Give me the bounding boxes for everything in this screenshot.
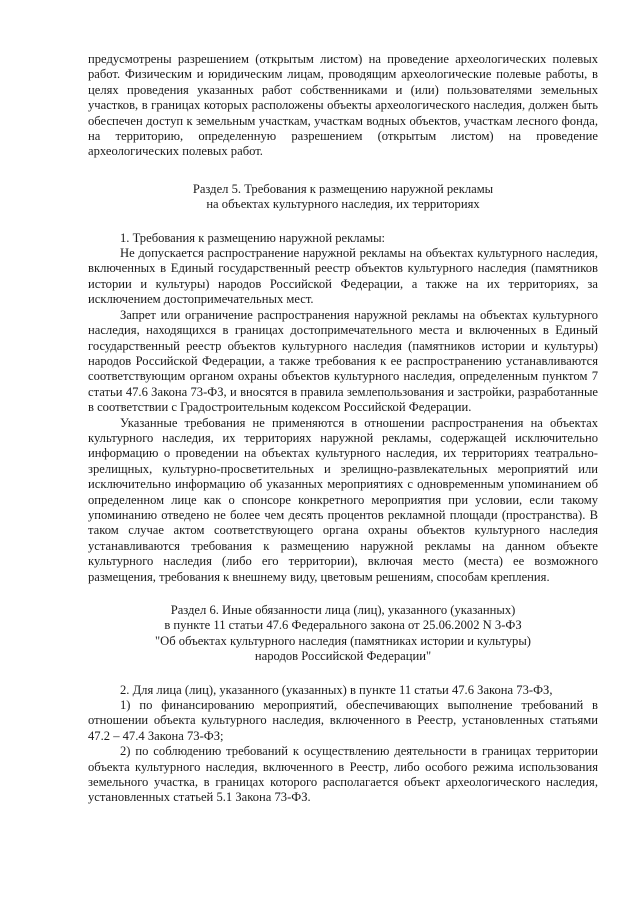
spacer	[88, 160, 598, 182]
spacer	[88, 213, 598, 231]
section6-paragraph-1: 1) по финансированию мероприятий, обеспечивающих выполнение требований в отношении объекта культурного наследия, включенного в Реестр, установленных статьями 47.2 – 47.4 Закона 73-ФЗ;	[88, 698, 598, 743]
intro-paragraph: предусмотрены разрешением (открытым листом) на проведение археологических полевых работ. Физическим и юридическим лицам, проводящим археологические полевые работы, в целях проведения указанных работ собственниками и (или) пользователями земельных участков, в границах которых расположены объекты археологического наследия, должен быть обеспечен доступ к земельным участкам, участкам водных объектов, участкам лесного фонда, на территорию, определенную разрешением (открытым листом) на проведение археологических полевых работ.	[88, 52, 598, 159]
section6-heading-line1: Раздел 6. Иные обязанности лица (лиц), указанного (указанных)	[170, 603, 516, 617]
spacer	[88, 665, 598, 683]
section5-paragraph-1: Не допускается распространение наружной рекламы на объектах культурного наследия, включенных в Единый государственный реестр объектов культурного наследия (памятников истории и культуры) народов Российской Федерации, а также на их территориях, за исключением достопримечательных мест.	[88, 246, 598, 307]
document-page	[88, 52, 598, 806]
section5-heading-line1: Раздел 5. Требования к размещению наружной рекламы	[192, 181, 494, 196]
section6-paragraph-2: 2) по соблюдению требований к осуществлению деятельности в границах территории объекта культурного наследия, включенного в Реестр, либо особого режима использования земельного участка, в границах которого располагается объект археологического наследия, установленных статьей 5.1 Закона 73-ФЗ.	[88, 744, 598, 805]
section6-heading-line4: народов Российской Федерации"	[254, 649, 432, 664]
section6-heading-line3: "Об объектах культурного наследия (памятниках истории и культуры)	[155, 633, 531, 648]
spacer	[88, 585, 598, 603]
section5-heading-line2: на объектах культурного наследия, их территориях	[206, 197, 480, 212]
section6-item2-title: 2. Для лица (лиц), указанного (указанных) в пункте 11 статьи 47.6 Закона 73-ФЗ,	[120, 682, 553, 697]
section5-paragraph-2: Запрет или ограничение распространения наружной рекламы на объектах культурного наследия, находящихся в границах достопримечательного места и включенных в Единый государственный реестр объектов культурного наследия (памятников истории и культуры) народов Российской Федерации, а также требования к ее распространению устанавливаются соответствующим органом охраны объектов культурного наследия, определенным пунктом 7 статьи 47.6 Закона 73-ФЗ, и вносятся в правила землепользования и застройки, разработанные в соответствии с Градостроительным кодексом Российской Федерации.	[88, 307, 598, 415]
section5-paragraph-3: Указанные требования не применяются в отношении распространения на объектах культурного наследия, их территориях наружной рекламы, содержащей исключительно информацию о проведении на объектах культурного наследия, их территориях театрально-зрелищных, культурно-просветительных и зрелищно-развлекательных мероприятий или исключительно информацию об указанных мероприятиях с одновременным упоминанием об определенном лице как о спонсоре конкретного мероприятия при условии, если такому упоминанию отведено не более чем десять процентов рекламной площади (пространства). В таком случае актом соответствующего органа охраны объектов культурного наследия устанавливаются требования к размещению наружной рекламы на данном объекте культурного наследия (либо его территории), включая место (места) ее возможного размещения, требования к внешнему виду, цветовым решениям, способам крепления.	[88, 415, 598, 584]
section6-heading-line2: в пункте 11 статьи 47.6 Федерального закона от 25.06.2002 N 3-ФЗ	[164, 618, 522, 633]
section5-item1-title: 1. Требования к размещению наружной рекламы:	[120, 230, 386, 245]
